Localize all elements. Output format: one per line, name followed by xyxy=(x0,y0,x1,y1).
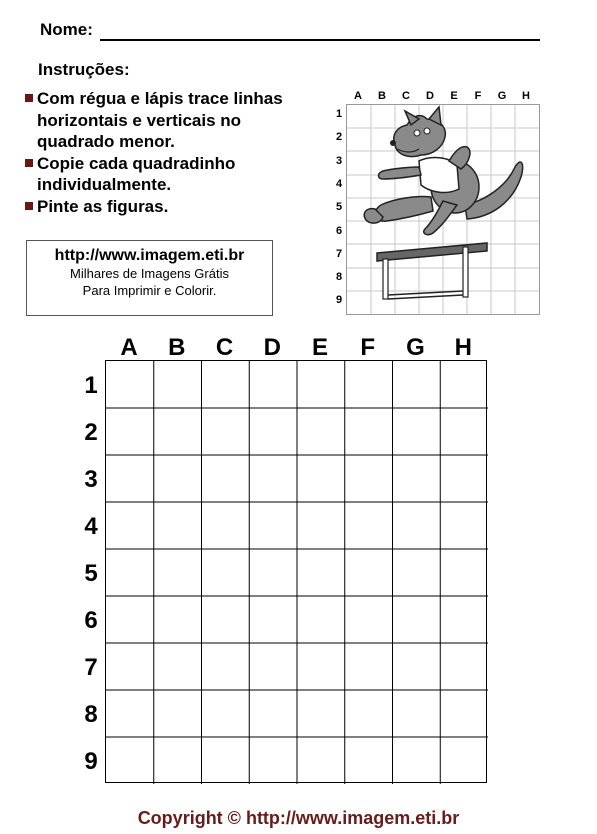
reference-grid-frame xyxy=(346,104,540,315)
grid-column-label: D xyxy=(263,334,281,361)
drawing-grid-lines xyxy=(106,361,488,784)
name-label: Nome: xyxy=(40,20,93,39)
reference-row-label: 1 xyxy=(335,108,343,120)
grid-column-label: A xyxy=(120,334,138,361)
square-bullet-icon xyxy=(25,202,33,210)
reference-column-label: G xyxy=(497,90,507,102)
reference-row-label: 4 xyxy=(335,177,343,190)
grid-column-label: E xyxy=(311,334,328,361)
name-field-line[interactable] xyxy=(100,39,540,41)
reference-column-label: A xyxy=(354,90,362,102)
reference-column-label: E xyxy=(450,90,458,102)
grid-column-label: F xyxy=(360,334,376,361)
grid-column-label: G xyxy=(406,334,425,361)
reference-row-label: 7 xyxy=(335,247,343,260)
drawing-grid[interactable] xyxy=(105,360,487,783)
instructions-list xyxy=(24,88,324,217)
grid-column-label: C xyxy=(215,334,234,361)
instruction-text: Com régua e lápis trace linhas horizontais e verticais no quadrado menor. xyxy=(37,89,283,151)
square-bullet-icon xyxy=(25,94,33,102)
instruction-text: Pinte as figuras. xyxy=(37,196,169,216)
reference-row-label: 2 xyxy=(335,131,343,144)
reference-column-label: B xyxy=(378,90,386,102)
grid-row-label: 2 xyxy=(84,419,98,446)
grid-row-label: 3 xyxy=(84,466,98,493)
reference-column-label: F xyxy=(474,90,482,102)
grid-row-label: 6 xyxy=(84,607,98,634)
grid-row-label: 9 xyxy=(84,748,98,775)
reference-column-label: D xyxy=(426,90,434,102)
grid-row-label: 4 xyxy=(84,513,98,540)
url-box-line-2: Para Imprimir e Colorir. xyxy=(82,283,217,298)
reference-row-label: 9 xyxy=(335,294,343,307)
reference-row-label: 6 xyxy=(335,224,343,237)
url-info-box xyxy=(26,240,273,316)
square-bullet-icon xyxy=(25,159,33,167)
website-link[interactable]: http://www.imagem.eti.br xyxy=(54,247,245,264)
reference-column-label: C xyxy=(402,90,410,102)
instructions-title: Instruções: xyxy=(38,60,130,79)
reference-row-label: 8 xyxy=(335,271,343,284)
grid-row-label: 8 xyxy=(84,701,98,728)
grid-column-label: B xyxy=(168,334,186,361)
reference-row-label: 5 xyxy=(335,201,343,214)
instruction-item xyxy=(24,153,277,196)
reference-column-label: H xyxy=(522,90,530,102)
copyright-footer: Copyright © http://www.imagem.eti.br xyxy=(137,808,460,828)
grid-row-label: 7 xyxy=(84,654,98,681)
instruction-item xyxy=(24,88,299,153)
grid-column-label: H xyxy=(454,334,472,361)
instruction-item xyxy=(24,196,324,218)
reference-row-label: 3 xyxy=(335,154,343,167)
wolf-hurdle-illustration xyxy=(347,105,539,314)
grid-row-label: 1 xyxy=(84,372,98,399)
instruction-text: Copie cada quadradinho individualmente. xyxy=(37,153,236,194)
grid-row-label: 5 xyxy=(84,560,98,587)
url-box-line-1: Milhares de Imagens Grátis xyxy=(70,266,229,281)
